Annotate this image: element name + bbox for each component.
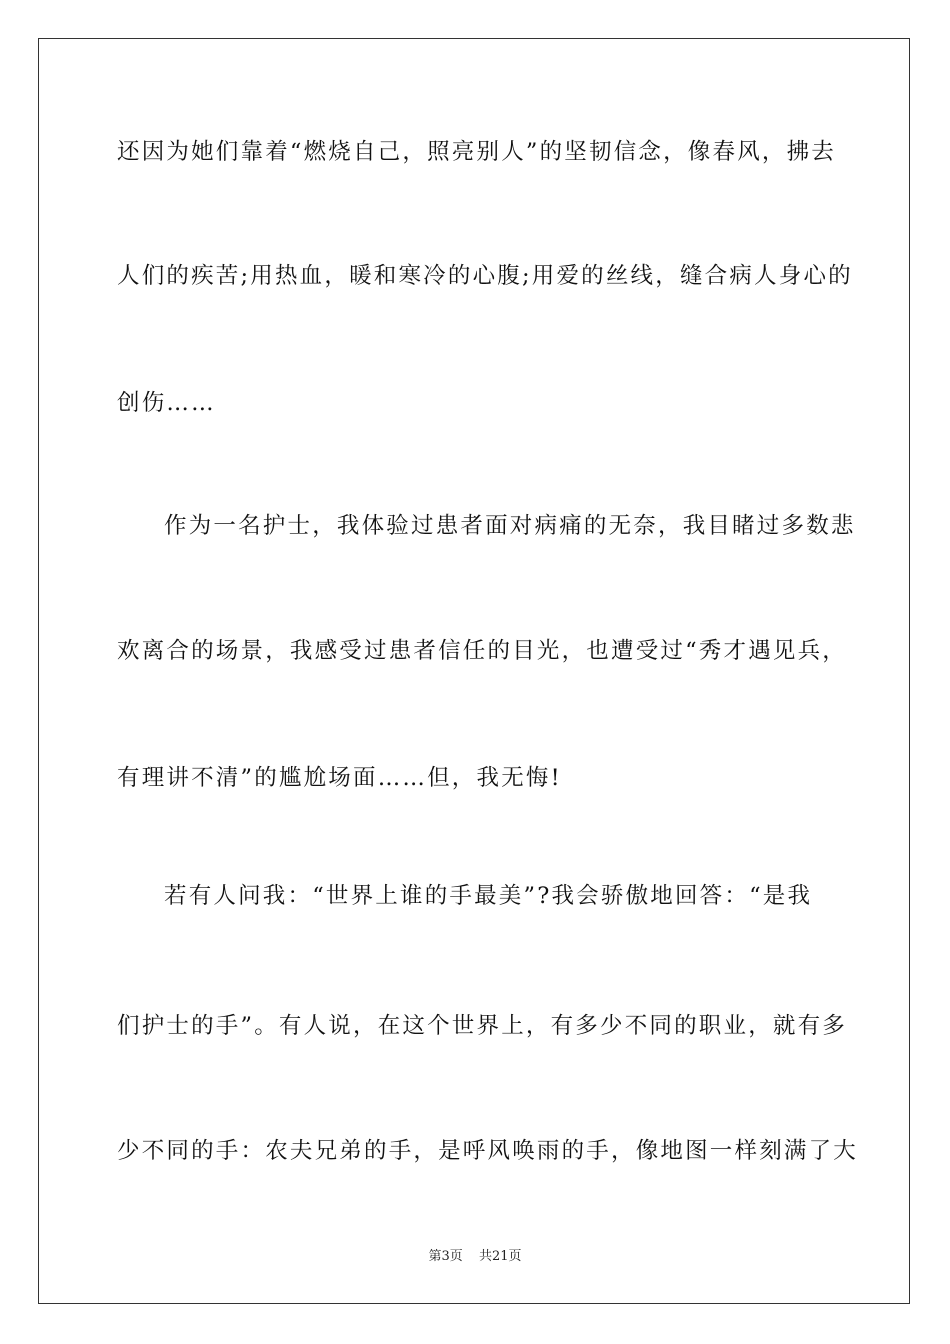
text-line: 人们的疾苦;用热血，暖和寒冷的心腹;用爱的丝线，缝合病人身心的: [117, 263, 853, 289]
page-number: 第3页: [428, 1249, 463, 1264]
text-line: 欢离合的场景，我感受过患者信任的目光，也遭受过“秀才遇见兵，: [117, 638, 848, 664]
text-line: 少不同的手：农夫兄弟的手，是呼风唤雨的手，像地图一样刻满了大: [117, 1138, 859, 1164]
page-border: [38, 38, 910, 1304]
page-footer: [0, 1248, 950, 1266]
text-line: 作为一名护士，我体验过患者面对病痛的无奈，我目睹过多数悲: [164, 513, 856, 539]
text-line: 有理讲不清”的尴尬场面……但，我无悔!: [117, 765, 562, 791]
page-total: 共21页: [478, 1249, 522, 1264]
text-line: 若有人问我：“世界上谁的手最美”?我会骄傲地回答：“是我: [164, 883, 813, 909]
text-line: 创伤……: [117, 390, 216, 416]
text-line: 们护士的手”。有人说，在这个世界上，有多少不同的职业，就有多: [117, 1013, 848, 1039]
text-line: 还因为她们靠着“燃烧自己，照亮别人”的坚韧信念，像春风，拂去: [117, 139, 837, 165]
